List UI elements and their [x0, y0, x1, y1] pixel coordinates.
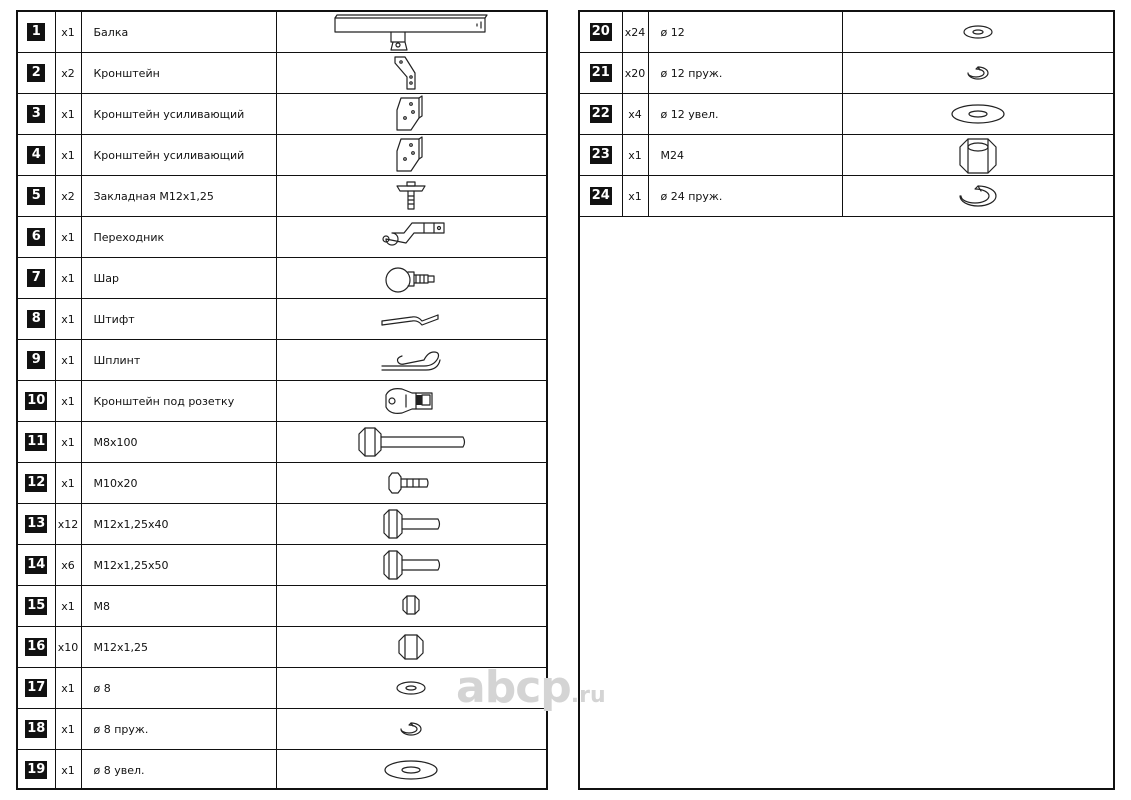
part-number: 7 — [27, 269, 45, 287]
part-number-cell — [18, 299, 55, 340]
part-name: ø 24 пруж. — [648, 176, 842, 217]
part-number-cell — [580, 53, 622, 94]
part-image-cell — [276, 299, 546, 340]
part-row — [580, 53, 1113, 94]
part-number-cell — [18, 217, 55, 258]
part-number: 22 — [591, 106, 610, 122]
part-quantity: x1 — [55, 709, 81, 750]
part-row — [18, 299, 546, 340]
part-name: Шплинт — [81, 340, 276, 381]
part-row — [18, 709, 546, 750]
part-number: 15 — [27, 598, 46, 614]
part-row — [580, 176, 1113, 217]
part-image-cell — [276, 463, 546, 504]
cotter-pin-icon — [277, 340, 547, 380]
part-image-cell — [842, 12, 1113, 53]
part-row — [580, 12, 1113, 53]
part-number: 16 — [27, 639, 46, 655]
part-row — [18, 340, 546, 381]
part-image-cell — [276, 258, 546, 299]
part-row — [18, 545, 546, 586]
part-number-cell — [18, 12, 55, 53]
part-image-cell — [276, 545, 546, 586]
part-row — [18, 668, 546, 709]
part-image-cell — [842, 135, 1113, 176]
part-row — [18, 627, 546, 668]
part-row — [18, 750, 546, 791]
part-name: М8х100 — [81, 422, 276, 463]
part-number-cell — [18, 504, 55, 545]
watermark-text: abcp — [456, 662, 571, 713]
part-number-cell — [18, 750, 55, 791]
part-image-cell — [276, 627, 546, 668]
part-number: 5 — [27, 187, 45, 205]
part-number-cell — [18, 53, 55, 94]
part-quantity: x1 — [55, 258, 81, 299]
part-row — [18, 422, 546, 463]
part-name: ø 12 пруж. — [648, 53, 842, 94]
part-number: 24 — [591, 188, 610, 204]
part-quantity: x1 — [622, 135, 648, 176]
part-image-cell — [842, 176, 1113, 217]
crossbar-beam-icon — [277, 12, 547, 52]
part-quantity: x1 — [55, 422, 81, 463]
part-number: 3 — [27, 105, 45, 123]
part-name: М12х1,25х50 — [81, 545, 276, 586]
reinforcing-bracket-icon — [277, 94, 547, 134]
part-number: 12 — [27, 475, 46, 491]
part-image-cell — [842, 94, 1113, 135]
part-row — [18, 258, 546, 299]
part-quantity: x1 — [55, 12, 81, 53]
part-name: М10х20 — [81, 463, 276, 504]
part-number: 20 — [591, 24, 610, 40]
part-number-cell — [18, 258, 55, 299]
part-name: Балка — [81, 12, 276, 53]
part-number-cell — [580, 135, 622, 176]
part-number-cell — [18, 135, 55, 176]
part-quantity: x24 — [622, 12, 648, 53]
part-number: 2 — [27, 64, 45, 82]
part-number: 18 — [27, 721, 46, 737]
part-quantity: x6 — [55, 545, 81, 586]
part-name: Переходник — [81, 217, 276, 258]
washer-icon — [843, 12, 1114, 52]
part-number-cell — [18, 422, 55, 463]
part-name: Кронштейн под розетку — [81, 381, 276, 422]
part-number-cell — [18, 627, 55, 668]
part-quantity: x1 — [55, 586, 81, 627]
part-number: 23 — [591, 147, 610, 163]
part-quantity: x1 — [55, 299, 81, 340]
part-row — [18, 463, 546, 504]
part-image-cell — [276, 750, 546, 791]
part-number-cell — [18, 709, 55, 750]
part-name: ø 8 — [81, 668, 276, 709]
washer-icon — [277, 668, 547, 708]
part-row — [580, 94, 1113, 135]
socket-bracket-icon — [277, 381, 547, 421]
part-name: ø 8 пруж. — [81, 709, 276, 750]
part-name: М12х1,25 — [81, 627, 276, 668]
part-name: Штифт — [81, 299, 276, 340]
part-number-cell — [18, 176, 55, 217]
parts-table-left — [18, 12, 546, 790]
part-row — [18, 381, 546, 422]
part-quantity: x10 — [55, 627, 81, 668]
pin-icon — [277, 299, 547, 339]
part-name: Кронштейн усиливающий — [81, 135, 276, 176]
part-row — [580, 135, 1113, 176]
part-image-cell — [276, 504, 546, 545]
part-quantity: x20 — [622, 53, 648, 94]
part-image-cell — [276, 135, 546, 176]
part-quantity: x1 — [55, 340, 81, 381]
part-number: 10 — [27, 393, 46, 409]
part-row — [18, 176, 546, 217]
part-quantity: x1 — [55, 94, 81, 135]
part-number: 4 — [27, 146, 45, 164]
spring-washer-icon — [277, 709, 547, 749]
part-image-cell — [276, 94, 546, 135]
part-image-cell — [276, 381, 546, 422]
adapter-icon — [277, 217, 547, 257]
bolt-icon — [277, 504, 547, 544]
part-number-cell — [580, 94, 622, 135]
parts-table-right — [580, 12, 1113, 217]
parts-list-left — [16, 10, 548, 790]
part-image-cell — [276, 53, 546, 94]
part-row — [18, 217, 546, 258]
part-name: Кронштейн — [81, 53, 276, 94]
part-number-cell — [18, 668, 55, 709]
part-quantity: x4 — [622, 94, 648, 135]
part-row — [18, 586, 546, 627]
part-quantity: x12 — [55, 504, 81, 545]
part-image-cell — [276, 217, 546, 258]
part-quantity: x1 — [55, 668, 81, 709]
part-number: 19 — [27, 762, 46, 778]
part-row — [18, 53, 546, 94]
part-number: 6 — [27, 228, 45, 246]
part-number-cell — [18, 586, 55, 627]
part-image-cell — [276, 422, 546, 463]
short-bolt-icon — [277, 463, 547, 503]
nut-icon — [277, 627, 547, 667]
part-number: 9 — [27, 351, 45, 369]
part-name: Закладная М12х1,25 — [81, 176, 276, 217]
part-name: М12х1,25х40 — [81, 504, 276, 545]
part-number-cell — [580, 12, 622, 53]
part-number-cell — [18, 381, 55, 422]
part-image-cell — [842, 53, 1113, 94]
bracket-icon — [277, 53, 547, 93]
part-name: ø 8 увел. — [81, 750, 276, 791]
part-quantity: x1 — [55, 217, 81, 258]
large-nut-icon — [843, 135, 1114, 175]
part-image-cell — [276, 12, 546, 53]
part-image-cell — [276, 340, 546, 381]
part-number-cell — [18, 545, 55, 586]
part-quantity: x1 — [55, 463, 81, 504]
part-number: 13 — [27, 516, 46, 532]
part-number: 17 — [27, 680, 46, 696]
watermark-domain: .ru — [570, 683, 606, 708]
part-number: 11 — [27, 434, 46, 450]
part-number: 14 — [27, 557, 46, 573]
part-name: М8 — [81, 586, 276, 627]
part-quantity: x1 — [55, 750, 81, 791]
parts-list-right — [578, 10, 1115, 790]
small-nut-icon — [277, 586, 547, 626]
embedded-plate-bolt-icon — [277, 176, 547, 216]
part-image-cell — [276, 586, 546, 627]
part-row — [18, 94, 546, 135]
part-number-cell — [580, 176, 622, 217]
part-row — [18, 504, 546, 545]
part-quantity: x1 — [55, 135, 81, 176]
spring-washer-icon — [843, 53, 1114, 93]
part-number-cell — [18, 340, 55, 381]
long-bolt-icon — [277, 422, 547, 462]
part-image-cell — [276, 668, 546, 709]
part-number: 1 — [27, 23, 45, 41]
part-name: Шар — [81, 258, 276, 299]
part-row — [18, 12, 546, 53]
large-washer-icon — [277, 750, 547, 790]
bolt-icon — [277, 545, 547, 585]
part-image-cell — [276, 176, 546, 217]
part-quantity: x2 — [55, 176, 81, 217]
part-name: М24 — [648, 135, 842, 176]
part-quantity: x1 — [622, 176, 648, 217]
reinforcing-bracket-icon — [277, 135, 547, 175]
part-number: 8 — [27, 310, 45, 328]
part-quantity: x2 — [55, 53, 81, 94]
tow-ball-icon — [277, 258, 547, 298]
part-number: 21 — [591, 65, 610, 81]
large-spring-washer-icon — [843, 176, 1114, 216]
part-quantity: x1 — [55, 381, 81, 422]
large-washer-icon — [843, 94, 1114, 134]
part-row — [18, 135, 546, 176]
part-image-cell — [276, 709, 546, 750]
part-number-cell — [18, 94, 55, 135]
part-name: Кронштейн усиливающий — [81, 94, 276, 135]
part-name: ø 12 — [648, 12, 842, 53]
part-name: ø 12 увел. — [648, 94, 842, 135]
part-number-cell — [18, 463, 55, 504]
